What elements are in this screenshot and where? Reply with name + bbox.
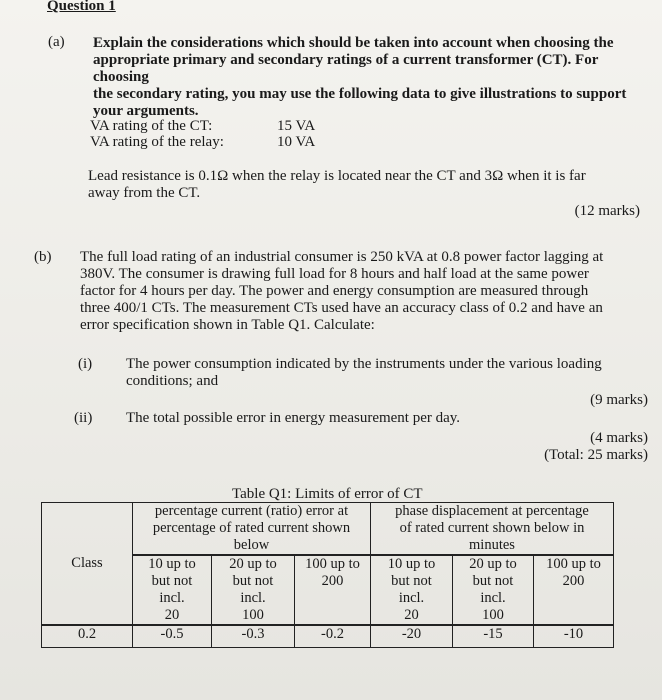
- subheader-line: 20: [164, 607, 180, 623]
- subpart-ii-text: The total possible error in energy measurement per day.: [126, 410, 461, 426]
- subheader-line: 20 up to: [229, 556, 277, 572]
- ct-rating-label: VA rating of the CT:: [90, 118, 213, 134]
- subheader-line: 100: [242, 607, 264, 623]
- ct-rating-value: 15 VA: [277, 118, 316, 134]
- part-a-line: the secondary rating, you may use the following data to give illustrations to support: [93, 86, 627, 102]
- subheader-line: incl.: [398, 590, 425, 606]
- header-line: minutes: [469, 537, 515, 553]
- subheader-line: but not: [151, 573, 193, 589]
- subheader-line: 200: [562, 573, 585, 589]
- part-b-line: three 400/1 CTs. The measurement CTs used have an accuracy class of 0.2 and have an: [80, 300, 603, 316]
- table-header-row: [42, 503, 614, 556]
- phase-error-cell: -10: [534, 625, 614, 647]
- lead-resistance-text: [88, 168, 648, 202]
- part-a-question: [93, 35, 653, 120]
- subheader-line: incl.: [159, 590, 185, 606]
- table-caption: Table Q1: Limits of error of CT: [232, 486, 423, 502]
- subheader-line: but not: [391, 573, 432, 589]
- subheader-line: incl.: [240, 590, 266, 606]
- subpart-i-line: The power consumption indicated by the instruments under the various loading: [126, 356, 602, 372]
- subheader-line: 20 up to: [469, 556, 517, 572]
- subheader-line: 100: [482, 607, 504, 623]
- subheader-cell: [371, 555, 453, 625]
- part-b-line: 380V. The consumer is drawing full load for 8 hours and half load at the same power: [80, 266, 589, 282]
- subpart-i-label: (i): [78, 356, 93, 372]
- question-heading: Question 1: [47, 0, 116, 14]
- part-b-line: The full load rating of an industrial consumer is 250 kVA at 0.8 power factor lagging at: [80, 249, 604, 265]
- subheader-line: 100 up to: [305, 556, 360, 572]
- subheader-line: 10 up to: [148, 556, 196, 572]
- part-a-line: your arguments.: [93, 103, 199, 119]
- subpart-i-text: [126, 356, 656, 390]
- part-b-question: [80, 249, 650, 334]
- header-line: percentage current (ratio) error at: [154, 503, 349, 519]
- class-value: 0.2: [42, 625, 133, 647]
- subpart-ii-label: (ii): [74, 410, 93, 426]
- subpart-ii-marks: (4 marks): [590, 430, 648, 446]
- lead-line: away from the CT.: [88, 185, 201, 201]
- ratio-error-cell: -0.3: [212, 625, 295, 647]
- part-a-label: (a): [48, 34, 65, 50]
- subheader-line: but not: [472, 573, 514, 589]
- subpart-i-marks: (9 marks): [590, 392, 648, 408]
- subheader-line: but not: [232, 573, 274, 589]
- part-b-line: factor for 4 hours per day. The power and energy consumption are measured through: [80, 283, 589, 299]
- ratio-error-header: [133, 503, 371, 556]
- subheader-cell: [212, 555, 295, 625]
- header-line: below: [233, 537, 270, 553]
- header-line: of rated current shown below in: [399, 520, 585, 536]
- phase-error-cell: -15: [453, 625, 534, 647]
- subheader-cell: [295, 555, 371, 625]
- lead-line: Lead resistance is 0.1Ω when the relay is located near the CT and 3Ω when it is far: [88, 168, 586, 184]
- subheader-cell: [453, 555, 534, 625]
- relay-rating-label: VA rating of the relay:: [90, 134, 224, 150]
- ratio-error-cell: -0.5: [133, 625, 212, 647]
- subpart-i-line: conditions; and: [126, 373, 219, 389]
- part-a-line: appropriate primary and secondary ratings of a current transformer (CT). For choosing: [93, 52, 599, 85]
- total-marks: (Total: 25 marks): [544, 447, 648, 463]
- part-b-label: (b): [34, 249, 52, 265]
- subheader-line: 100 up to: [546, 556, 601, 572]
- ratio-error-cell: -0.2: [295, 625, 371, 647]
- subheader-line: 20: [404, 607, 419, 623]
- subheader-line: 10 up to: [387, 556, 436, 572]
- part-b-line: error specification shown in Table Q1. Calculate:: [80, 317, 375, 333]
- phase-error-cell: -20: [371, 625, 453, 647]
- header-line: percentage of rated current shown: [152, 520, 351, 536]
- part-a-line: Explain the considerations which should be taken into account when choosing the: [93, 35, 614, 51]
- error-limits-table: [41, 502, 614, 648]
- subheader-line: incl.: [480, 590, 506, 606]
- class-header: Class: [42, 503, 133, 626]
- table-row: [42, 625, 614, 647]
- subheader-line: 200: [321, 573, 344, 589]
- subheader-cell: [133, 555, 212, 625]
- part-a-marks: (12 marks): [574, 203, 640, 219]
- relay-rating-value: 10 VA: [277, 134, 316, 150]
- subheader-cell: [534, 555, 614, 625]
- phase-displacement-header: [371, 503, 614, 556]
- header-line: phase displacement at percentage: [395, 503, 589, 519]
